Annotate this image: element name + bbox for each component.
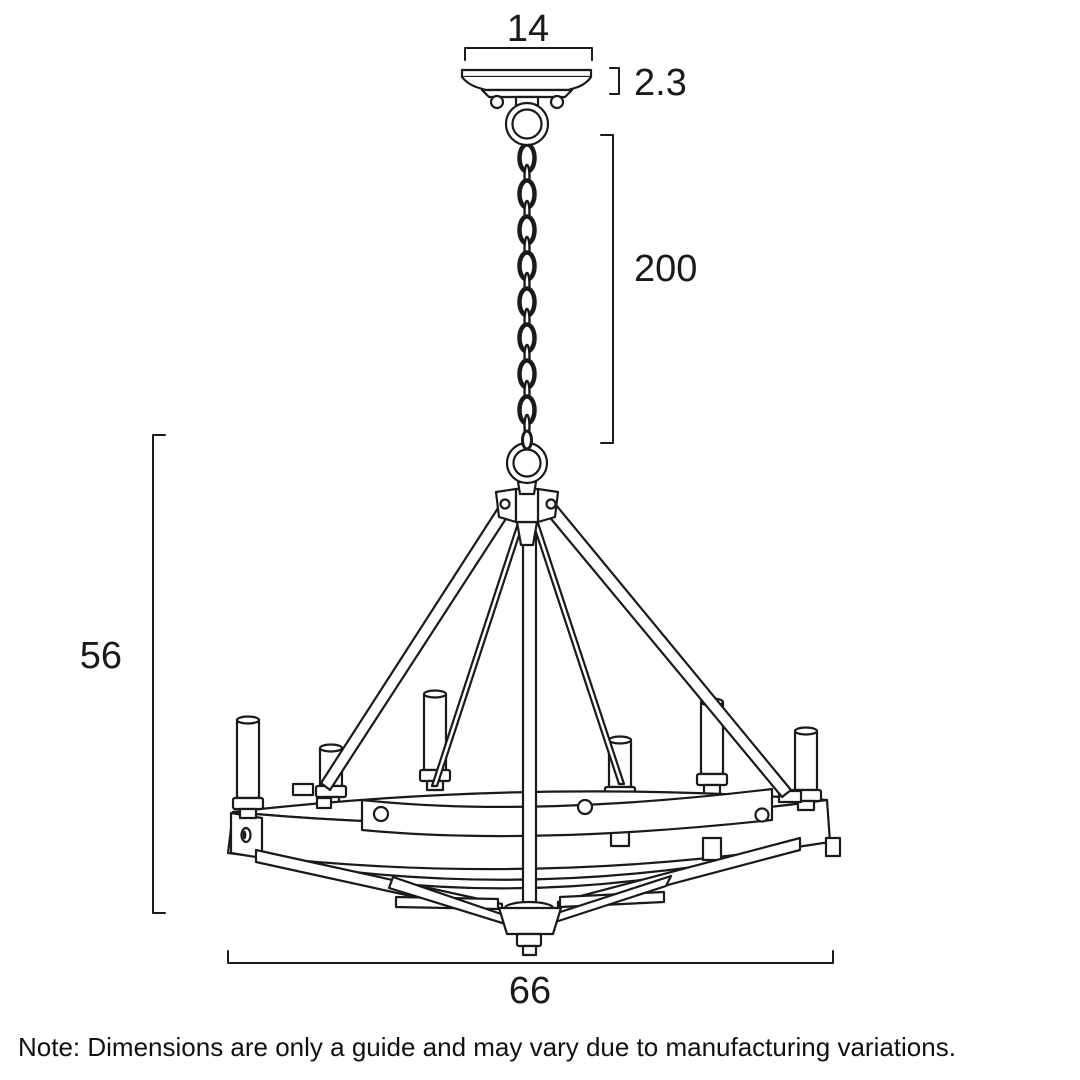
dim-body-height-label: 56 bbox=[79, 635, 122, 677]
footnote: Note: Dimensions are only a guide and may vary due to manufacturing variations. bbox=[18, 1032, 956, 1062]
chain bbox=[520, 139, 535, 449]
canopy-screw bbox=[551, 96, 563, 108]
candle-top bbox=[795, 728, 817, 735]
screw bbox=[578, 800, 592, 814]
dim-canopy-width bbox=[465, 8, 592, 60]
candle-top bbox=[424, 691, 446, 698]
hub-knob bbox=[517, 934, 541, 946]
candle-top bbox=[609, 737, 631, 744]
hub-bolt bbox=[501, 500, 510, 509]
dim-chain-length bbox=[601, 135, 697, 443]
candle-body bbox=[237, 720, 259, 798]
dim-line bbox=[601, 135, 613, 443]
dim-chain-length-label: 200 bbox=[634, 248, 698, 290]
top-hub bbox=[496, 482, 558, 545]
arm-foot-bracket-left bbox=[293, 784, 313, 795]
dim-body-diameter bbox=[228, 951, 833, 1012]
ceiling-canopy bbox=[462, 70, 591, 145]
candle-post-under-rim bbox=[703, 838, 721, 860]
screw bbox=[756, 809, 769, 822]
canopy-screw bbox=[491, 96, 503, 108]
canopy-top-plate bbox=[462, 70, 591, 77]
hub-taper bbox=[517, 522, 537, 545]
candle-top bbox=[320, 745, 342, 752]
hub-finial bbox=[523, 946, 536, 955]
arm-thin-back-right bbox=[532, 520, 624, 784]
support-arms bbox=[293, 505, 801, 802]
hub-body bbox=[499, 908, 561, 934]
dim-bracket bbox=[610, 68, 619, 94]
rim-bracket bbox=[317, 798, 331, 808]
candle-body bbox=[795, 731, 817, 790]
dim-line bbox=[153, 435, 165, 913]
hub-bolt bbox=[547, 500, 556, 509]
chain-connector bbox=[523, 431, 532, 449]
candle-cup bbox=[697, 774, 727, 785]
screw bbox=[374, 807, 388, 821]
canopy-skirt bbox=[462, 77, 591, 90]
dim-canopy-height bbox=[610, 62, 687, 104]
candle-stem bbox=[240, 809, 256, 818]
candle-front-left bbox=[233, 717, 263, 819]
center-rod bbox=[523, 520, 536, 915]
dim-body-height bbox=[80, 435, 165, 913]
dim-canopy-width-label: 14 bbox=[506, 8, 550, 50]
rim-end-hole-shadow bbox=[243, 831, 247, 840]
candle-cup bbox=[233, 798, 263, 809]
arm-outer-right bbox=[547, 505, 791, 797]
candle-top bbox=[237, 717, 259, 724]
dim-canopy-height-label: 2.3 bbox=[634, 62, 687, 104]
bottom-hub bbox=[499, 902, 561, 955]
candle-post-under-rim bbox=[611, 832, 629, 846]
dim-body-diameter-label: 66 bbox=[508, 970, 552, 1012]
rim-end-tab-right bbox=[826, 838, 840, 856]
